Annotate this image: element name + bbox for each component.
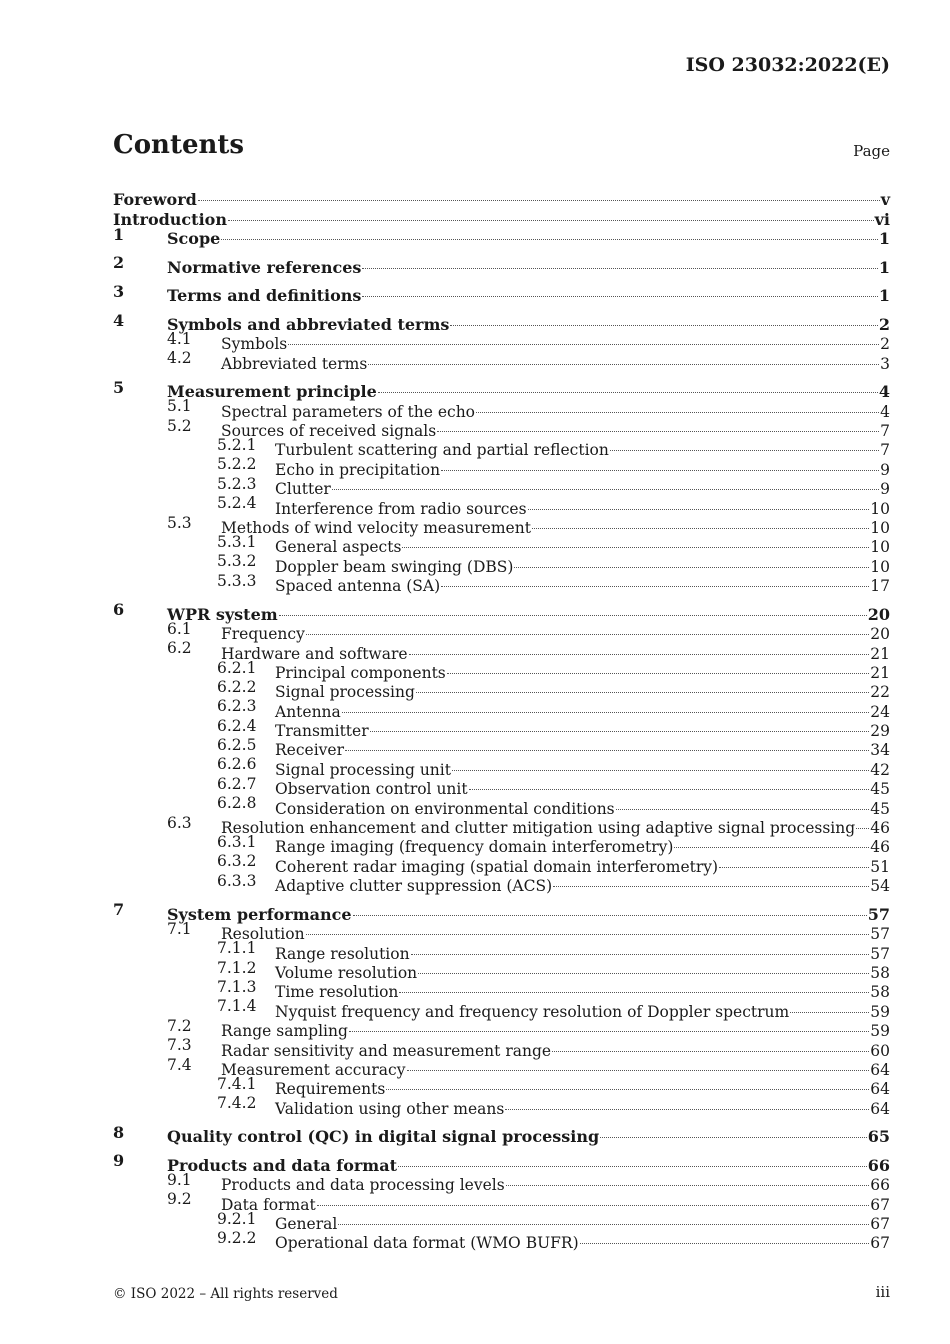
toc-entry-title: Nyquist frequency and frequency resolution of Doppler spectrum: [275, 1002, 790, 1021]
toc-entry-number: 4.2: [167, 349, 192, 368]
toc-entry[interactable]: [113, 774, 890, 799]
dot-leader: [332, 475, 879, 494]
dot-leader: [447, 659, 870, 678]
toc-entry-number: 6.1: [167, 619, 192, 638]
dot-leader: [338, 1210, 869, 1229]
toc-entry[interactable]: [113, 833, 890, 857]
toc-entry[interactable]: [113, 1074, 890, 1099]
toc-entry-page: 24: [870, 702, 890, 721]
toc-entry-page: 59: [870, 1022, 890, 1041]
toc-entry-number: 6.2: [167, 639, 192, 658]
toc-entry[interactable]: [113, 794, 890, 818]
toc-entry-title: Volume resolution: [275, 963, 418, 982]
dot-leader: [378, 378, 878, 397]
toc-entry[interactable]: [113, 253, 890, 277]
dot-leader: [368, 349, 879, 368]
toc-entry-number: 6.2.7: [217, 774, 257, 793]
dot-leader: [399, 978, 869, 997]
toc-entry-title: Antenna: [275, 702, 341, 721]
toc-entry[interactable]: [113, 281, 890, 306]
dot-leader: [342, 697, 869, 716]
toc-entry-page: 4: [878, 382, 890, 402]
toc-entry-title: Methods of wind velocity measurement: [221, 519, 531, 537]
toc-entry-page: 57: [870, 925, 890, 944]
toc-entry-title: Validation using other means: [275, 1099, 505, 1118]
toc-entry-page: 57: [870, 944, 890, 963]
toc-entry[interactable]: [113, 639, 890, 663]
toc-entry[interactable]: [113, 416, 890, 441]
page-number: iii: [875, 1283, 890, 1301]
toc-entry-page: 58: [870, 963, 890, 982]
dot-leader: [532, 514, 869, 533]
dot-leader: [580, 1229, 870, 1248]
toc-entry-number: 5.2: [167, 416, 192, 435]
dot-leader: [616, 794, 870, 813]
toc-entry-number: 5.1: [167, 397, 192, 416]
toc-entry-page: 46: [870, 819, 890, 838]
toc-entry-number: 6.2.8: [217, 794, 257, 813]
dot-leader: [476, 397, 879, 416]
toc-entry[interactable]: [113, 377, 890, 402]
toc-entry[interactable]: [113, 736, 890, 760]
toc-entry-title: Products and data format: [167, 1155, 397, 1175]
toc-entry[interactable]: [113, 1122, 890, 1147]
dot-leader: [398, 1151, 867, 1170]
dot-leader: [553, 872, 869, 891]
toc-entry-page: 21: [870, 644, 890, 663]
toc-entry[interactable]: [113, 436, 890, 460]
toc-entry-page: 45: [870, 799, 890, 818]
toc-entry[interactable]: [113, 600, 890, 624]
toc-entry-page: 1: [878, 286, 890, 306]
dot-leader: [409, 639, 870, 658]
toc-entry-title: Observation control unit: [275, 780, 468, 799]
toc-entry-page: v: [880, 190, 890, 210]
toc-entry[interactable]: [113, 552, 890, 576]
toc-entry-title: Frequency: [221, 625, 305, 644]
toc-entry-title: Resolution: [221, 925, 305, 944]
toc-entry-number: 6.3: [167, 813, 192, 832]
toc-entry[interactable]: [113, 329, 890, 354]
toc-entry-number: 5.2.1: [217, 436, 257, 455]
dot-leader: [552, 1036, 869, 1055]
toc-entry-title: Requirements: [275, 1080, 386, 1099]
toc-entry-number: 6.2.6: [217, 755, 257, 774]
toc-entry-page: 64: [870, 1080, 890, 1099]
toc-entry-number: 5.3: [167, 513, 192, 532]
toc-entry-page: 64: [870, 1060, 890, 1079]
toc-entry-number: 6.3.1: [217, 833, 257, 852]
toc-entry-page: 58: [870, 983, 890, 1002]
toc-entry-number: 9.1: [167, 1170, 192, 1189]
toc-entry-page: 22: [870, 683, 890, 702]
toc-entry-page: 57: [867, 904, 890, 924]
toc-entry-number: 7.4.1: [217, 1074, 257, 1093]
dot-leader: [790, 997, 869, 1016]
toc-entry[interactable]: [113, 186, 890, 210]
toc-entry[interactable]: [113, 977, 890, 1002]
toc-entry-title: Symbols and abbreviated terms: [167, 314, 450, 334]
toc-entry-title: Clutter: [275, 480, 331, 499]
dot-leader: [469, 775, 870, 794]
copyright-notice: © ISO 2022 – All rights reserved: [113, 1286, 338, 1302]
dot-leader: [345, 736, 869, 755]
toc-entry-page: 67: [870, 1234, 890, 1253]
dot-leader: [441, 455, 879, 474]
toc-entry-title: Operational data format (WMO BUFR): [275, 1234, 579, 1253]
toc-entry[interactable]: [113, 1036, 890, 1060]
page-column-label: Page: [853, 142, 890, 160]
toc-entry-number: 5.3.2: [217, 552, 257, 571]
dot-leader: [386, 1075, 869, 1094]
toc-entry-title: Foreword: [113, 190, 197, 210]
toc-entry-title: Sources of received signals: [221, 422, 437, 441]
toc-entry[interactable]: [113, 533, 890, 557]
dot-leader: [407, 1056, 870, 1075]
toc-entry-number: 7.2: [167, 1016, 192, 1035]
toc-entry[interactable]: [113, 205, 890, 229]
toc-entry-number: 6.2.4: [217, 716, 257, 735]
toc-entry-number: 9.2.1: [217, 1209, 257, 1228]
toc-entry-page: 29: [870, 722, 890, 741]
toc-entry-title: Spectral parameters of the echo: [221, 402, 476, 421]
toc-entry[interactable]: [113, 1209, 890, 1234]
toc-entry-page: 10: [870, 557, 890, 576]
toc-entry[interactable]: [113, 997, 890, 1021]
toc-entry-title: Data format: [221, 1195, 316, 1214]
dot-leader: [450, 311, 877, 330]
toc-entry-number: 8: [113, 1122, 125, 1142]
toc-entry-number: 7.1.4: [217, 997, 257, 1016]
toc-entry[interactable]: [113, 494, 890, 518]
toc-entry-title: Adaptive clutter suppression (ACS): [275, 877, 553, 896]
toc-entry-number: 4.1: [167, 329, 192, 348]
toc-entry[interactable]: [113, 939, 890, 963]
toc-entry[interactable]: [113, 513, 890, 537]
toc-entry[interactable]: [113, 1190, 890, 1214]
toc-entry-title: Time resolution: [275, 983, 399, 1002]
toc-entry-page: 20: [867, 604, 890, 624]
toc-entry[interactable]: [113, 1229, 890, 1253]
dot-leader: [198, 186, 880, 205]
toc-entry-page: 59: [870, 1002, 890, 1021]
toc-entry-title: Transmitter: [275, 722, 369, 741]
dot-leader: [719, 852, 869, 871]
toc-entry-title: Doppler beam swinging (DBS): [275, 557, 514, 576]
toc-entry-page: 17: [870, 577, 890, 596]
toc-entry[interactable]: [113, 310, 890, 334]
toc-entry[interactable]: [113, 455, 890, 479]
toc-entry-title: WPR system: [167, 604, 278, 624]
toc-entry-page: vi: [874, 209, 890, 229]
toc-entry-title: Echo in precipitation: [275, 460, 441, 479]
toc-entry[interactable]: [113, 397, 890, 421]
dot-leader: [674, 833, 869, 852]
toc-entry-title: Symbols: [221, 335, 288, 354]
toc-entry[interactable]: [113, 474, 890, 499]
toc-entry-page: 66: [870, 1176, 890, 1195]
toc-entry-title: Normative references: [167, 257, 362, 277]
toc-entry[interactable]: [113, 658, 890, 682]
toc-entry-number: 5.2.3: [217, 474, 257, 493]
toc-entry-page: 3: [880, 354, 890, 373]
toc-entry-page: 67: [870, 1215, 890, 1234]
dot-leader: [418, 959, 869, 978]
toc-entry-title: Turbulent scattering and partial reflection: [275, 441, 609, 460]
toc-entry[interactable]: [113, 1170, 890, 1195]
toc-entry[interactable]: [113, 1151, 890, 1175]
toc-entry[interactable]: [113, 813, 890, 838]
dot-leader: [528, 494, 870, 513]
toc-entry-page: 67: [870, 1195, 890, 1214]
toc-entry-title: Abbreviated terms: [221, 354, 368, 373]
toc-entry-page: 66: [867, 1155, 890, 1175]
toc-entry-number: 4: [113, 310, 125, 330]
dot-leader: [362, 253, 877, 272]
toc-entry[interactable]: [113, 958, 890, 982]
dot-leader: [600, 1123, 867, 1142]
toc-entry-title: Consideration on environmental conditions: [275, 799, 615, 818]
toc-entry[interactable]: [113, 1094, 890, 1118]
toc-entry-page: 46: [870, 838, 890, 857]
dot-leader: [437, 417, 879, 436]
toc-entry-number: 7.3: [167, 1036, 192, 1055]
document-id: ISO 23032:2022(E): [685, 54, 890, 76]
toc-entry-number: 5.2.4: [217, 494, 257, 513]
toc-entry-page: 60: [870, 1041, 890, 1060]
toc-entry[interactable]: [113, 571, 890, 596]
toc-entry-page: 2: [880, 335, 890, 354]
toc-entry-page: 65: [867, 1127, 890, 1147]
dot-leader: [362, 282, 877, 301]
toc-entry-number: 7.1.2: [217, 958, 257, 977]
toc-entry[interactable]: [113, 349, 890, 373]
dot-leader: [306, 620, 869, 639]
toc-entry-title: Spaced antenna (SA): [275, 577, 441, 596]
dot-leader: [505, 1094, 869, 1113]
toc-entry-title: Hardware and software: [221, 644, 408, 663]
dot-leader: [349, 1017, 869, 1036]
toc-entry-number: 6: [113, 600, 125, 620]
toc-entry[interactable]: [113, 755, 890, 779]
toc-entry-number: 6.3.3: [217, 871, 257, 890]
toc-entry-page: 20: [870, 625, 890, 644]
dot-leader: [228, 205, 874, 224]
toc-entry-number: 6.2.3: [217, 697, 257, 716]
toc-entry-number: 6.2.1: [217, 658, 257, 677]
dot-leader: [856, 814, 869, 833]
toc-entry[interactable]: [113, 852, 890, 876]
toc-entry-page: 21: [870, 663, 890, 682]
toc-entry-number: 7.4: [167, 1055, 192, 1074]
toc-entry-number: 6.2.2: [217, 677, 257, 696]
toc-entry-number: 5.3.3: [217, 571, 257, 590]
toc-entry-number: 9.2: [167, 1190, 192, 1209]
toc-entry-number: 5.2.2: [217, 455, 257, 474]
toc-entry-number: 6.3.2: [217, 852, 257, 871]
toc-entry-page: 51: [870, 857, 890, 876]
toc-entry-page: 42: [870, 760, 890, 779]
toc-entry[interactable]: [113, 716, 890, 741]
toc-entry-page: 45: [870, 780, 890, 799]
toc-entry-title: General aspects: [275, 538, 402, 557]
toc-entry-page: 34: [870, 741, 890, 760]
dot-leader: [506, 1171, 870, 1190]
toc-entry-page: 54: [870, 877, 890, 896]
toc-entry-page: 10: [870, 499, 890, 518]
page-title: Contents: [113, 130, 245, 160]
toc-entry-title: Resolution enhancement and clutter mitigation using adaptive signal processing: [221, 819, 856, 838]
toc-entry-number: 5: [113, 377, 125, 397]
toc-entry-title: Measurement principle: [167, 382, 377, 402]
toc-entry-title: Principal components: [275, 663, 446, 682]
toc-entry[interactable]: [113, 224, 890, 249]
dot-leader: [353, 900, 867, 919]
toc-entry-title: Quality control (QC) in digital signal processing: [167, 1127, 600, 1147]
toc-entry[interactable]: [113, 1016, 890, 1041]
toc-entry-page: 7: [880, 441, 890, 460]
toc-entry-page: 2: [878, 314, 890, 334]
dot-leader: [452, 755, 869, 774]
toc-entry-number: 7.4.2: [217, 1094, 257, 1113]
toc-entry-title: Receiver: [275, 741, 344, 760]
dot-leader: [288, 330, 879, 349]
toc-entry-number: 9.2.2: [217, 1229, 257, 1248]
toc-entry[interactable]: [113, 697, 890, 721]
toc-entry-page: 10: [870, 519, 890, 537]
toc-entry-title: Signal processing: [275, 683, 415, 702]
toc-entry-title: Range imaging (frequency domain interferometry): [275, 838, 674, 857]
toc-entry-page: 1: [878, 257, 890, 277]
toc-entry[interactable]: [113, 919, 890, 944]
dot-leader: [514, 552, 869, 571]
toc-entry-title: Interference from radio sources: [275, 499, 527, 518]
toc-entry-number: 1: [113, 224, 125, 244]
dot-leader: [317, 1190, 870, 1209]
toc-entry-title: Radar sensitivity and measurement range: [221, 1041, 552, 1060]
toc-entry-title: Coherent radar imaging (spatial domain interferometry): [275, 857, 719, 876]
toc-entry-title: Range sampling: [221, 1022, 348, 1041]
dot-leader: [221, 225, 878, 244]
toc-entry-page: 9: [880, 480, 890, 499]
dot-leader: [370, 717, 870, 736]
dot-leader: [402, 533, 869, 552]
dot-leader: [279, 600, 867, 619]
toc-entry[interactable]: [113, 1055, 890, 1079]
toc-entry-page: 1: [878, 229, 890, 249]
toc-entry-number: 7.1.3: [217, 977, 257, 996]
toc-entry-page: 9: [880, 460, 890, 479]
dot-leader: [306, 920, 870, 939]
table-of-contents: [113, 186, 890, 1253]
toc-entry-number: 3: [113, 281, 125, 301]
toc-entry-number: 9: [113, 1151, 125, 1171]
toc-entry-number: 2: [113, 253, 125, 273]
toc-entry-title: Scope: [167, 229, 221, 249]
toc-entry[interactable]: [113, 677, 890, 702]
toc-entry-number: 5.3.1: [217, 533, 257, 551]
toc-entry-title: Range resolution: [275, 944, 410, 963]
toc-entry-number: 7.1: [167, 919, 192, 938]
dot-leader: [610, 436, 879, 455]
toc-entry-page: 10: [870, 538, 890, 557]
dot-leader: [411, 939, 870, 958]
toc-entry-number: 7.1.1: [217, 939, 257, 958]
toc-entry-page: 64: [870, 1099, 890, 1118]
dot-leader: [416, 678, 869, 697]
dot-leader: [441, 572, 869, 591]
toc-entry-number: 7: [113, 900, 125, 920]
toc-entry[interactable]: [113, 900, 890, 924]
toc-entry-title: Measurement accuracy: [221, 1060, 406, 1079]
toc-entry-title: Terms and definitions: [167, 286, 362, 306]
toc-entry-title: Signal processing unit: [275, 760, 451, 779]
toc-entry-page: 7: [880, 422, 890, 441]
toc-entry-number: 6.2.5: [217, 736, 257, 755]
toc-entry[interactable]: [113, 871, 890, 896]
toc-entry-title: Products and data processing levels: [221, 1176, 505, 1195]
toc-entry-page: 4: [880, 402, 890, 421]
toc-entry-title: System performance: [167, 904, 352, 924]
toc-entry-title: Introduction: [113, 209, 227, 229]
toc-entry[interactable]: [113, 619, 890, 644]
toc-entry-title: General: [275, 1215, 338, 1234]
